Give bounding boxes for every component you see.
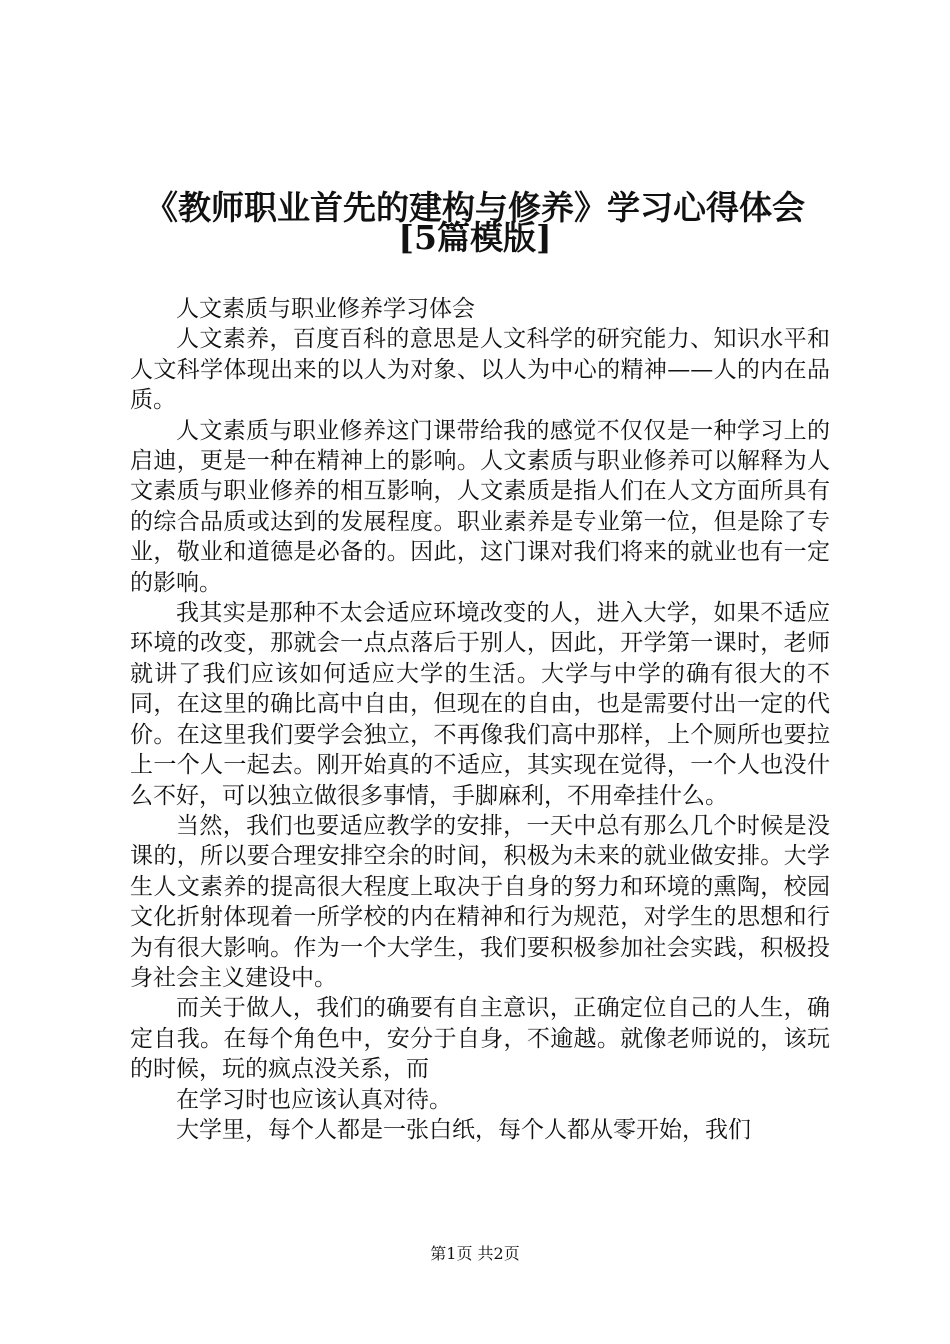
paragraph-subheading: 人文素质与职业修养学习体会 xyxy=(176,296,475,322)
paragraph: 人文素养，百度百科的意思是人文科学的研究能力、知识水平和人文科学体现出来的以人为对象、以人为中心的精神——人的内在品质。 xyxy=(130,326,830,414)
paragraph: 我其实是那种不太会适应环境改变的人，进入大学，如果不适应环境的改变，那就会一点点落后于别人，因此，开学第一课时，老师就讲了我们应该如何适应大学的生活。大学与中学的确有很大的不同，在这里的确比高中自由，但现在的自由，也是需要付出一定的代价。在这里我们要学会独立，不再像我们高中那样，上个厕所也要拉上一个人一起去。刚开始真的不适应，其实现在觉得，一个人也没什么不好，可以独立做很多事情，手脚麻利，不用牵挂什么。 xyxy=(130,600,830,809)
paragraph: 大学里，每个人都是一张白纸，每个人都从零开始，我们 xyxy=(176,1116,751,1143)
paragraph: 人文素质与职业修养这门课带给我的感觉不仅仅是一种学习上的启迪，更是一种在精神上的影响。人文素质与职业修养可以解释为人文素质与职业修养的相互影响，人文素质是指人们在人文方面所具有的综合品质或达到的发展程度。职业素养是专业第一位，但是除了专业，敬业和道德是必备的。因此，这门课对我们将来的就业也有一定的影响。 xyxy=(130,417,830,596)
document-title-line-1: 《教师职业首先的建构与修养》学习心得体会 xyxy=(145,188,805,227)
page-footer: 第1页 共2页 xyxy=(430,1244,520,1263)
paragraph: 当然，我们也要适应教学的安排，一天中总有那么几个时候是没课的，所以要合理安排空余的时间，积极为未来的就业做安排。大学生人文素养的提高很大程度上取决于自身的努力和环境的熏陶，校园文化折射体现着一所学校的内在精神和行为规范，对学生的思想和行为有很大影响。作为一个大学生，我们要积极参加社会实践，积极投身社会主义建设中。 xyxy=(130,812,830,991)
paragraph: 而关于做人，我们的确要有自主意识，正确定位自己的人生，确定自我。在每个角色中，安分于自身，不逾越。就像老师说的，该玩的时候，玩的疯点没关系，而 xyxy=(130,995,830,1083)
document-title-line-2: [5篇模版] xyxy=(398,218,552,257)
document-body xyxy=(130,294,830,1145)
paragraph: 在学习时也应该认真对待。 xyxy=(176,1086,452,1113)
